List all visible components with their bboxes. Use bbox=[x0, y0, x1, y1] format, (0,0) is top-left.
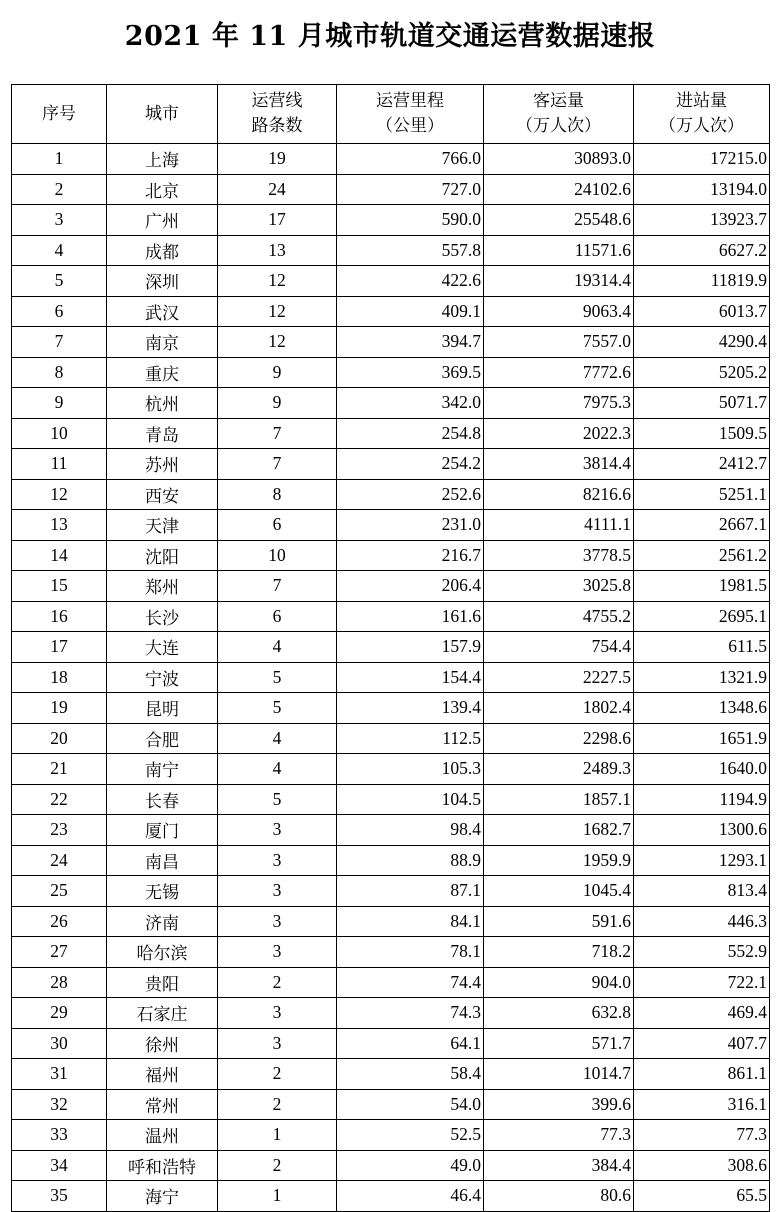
cell-index: 12 bbox=[12, 479, 107, 510]
cell-city: 大连 bbox=[107, 632, 218, 663]
header-lines bbox=[218, 85, 337, 144]
cell-index: 16 bbox=[12, 601, 107, 632]
cell-index: 5 bbox=[12, 266, 107, 297]
cell-city: 温州 bbox=[107, 1120, 218, 1151]
table-row bbox=[12, 1150, 770, 1181]
cell-city: 呼和浩特 bbox=[107, 1150, 218, 1181]
table-row bbox=[12, 296, 770, 327]
cell-mileage: 766.0 bbox=[337, 144, 484, 175]
cell-passengers: 384.4 bbox=[484, 1150, 634, 1181]
cell-city: 广州 bbox=[107, 205, 218, 236]
cell-mileage: 216.7 bbox=[337, 540, 484, 571]
table-row bbox=[12, 205, 770, 236]
cell-lines: 3 bbox=[218, 876, 337, 907]
cell-city: 宁波 bbox=[107, 662, 218, 693]
cell-entries: 407.7 bbox=[634, 1028, 770, 1059]
table-body bbox=[12, 144, 770, 1212]
cell-city: 南京 bbox=[107, 327, 218, 358]
cell-entries: 77.3 bbox=[634, 1120, 770, 1151]
cell-entries: 2561.2 bbox=[634, 540, 770, 571]
cell-index: 14 bbox=[12, 540, 107, 571]
table-row bbox=[12, 479, 770, 510]
cell-passengers: 3778.5 bbox=[484, 540, 634, 571]
table-row bbox=[12, 266, 770, 297]
table-row bbox=[12, 723, 770, 754]
cell-lines: 5 bbox=[218, 693, 337, 724]
cell-mileage: 161.6 bbox=[337, 601, 484, 632]
cell-entries: 1509.5 bbox=[634, 418, 770, 449]
cell-passengers: 77.3 bbox=[484, 1120, 634, 1151]
cell-city: 厦门 bbox=[107, 815, 218, 846]
cell-index: 10 bbox=[12, 418, 107, 449]
cell-city: 无锡 bbox=[107, 876, 218, 907]
cell-mileage: 231.0 bbox=[337, 510, 484, 541]
cell-entries: 5205.2 bbox=[634, 357, 770, 388]
cell-passengers: 4111.1 bbox=[484, 510, 634, 541]
cell-passengers: 1959.9 bbox=[484, 845, 634, 876]
cell-lines: 10 bbox=[218, 540, 337, 571]
cell-entries: 308.6 bbox=[634, 1150, 770, 1181]
table-row bbox=[12, 784, 770, 815]
cell-entries: 1293.1 bbox=[634, 845, 770, 876]
table-row bbox=[12, 662, 770, 693]
table-row bbox=[12, 601, 770, 632]
cell-city: 武汉 bbox=[107, 296, 218, 327]
cell-lines: 1 bbox=[218, 1181, 337, 1212]
table-row bbox=[12, 540, 770, 571]
cell-mileage: 104.5 bbox=[337, 784, 484, 815]
cell-lines: 12 bbox=[218, 266, 337, 297]
cell-lines: 2 bbox=[218, 1089, 337, 1120]
cell-mileage: 394.7 bbox=[337, 327, 484, 358]
cell-mileage: 112.5 bbox=[337, 723, 484, 754]
cell-passengers: 8216.6 bbox=[484, 479, 634, 510]
cell-mileage: 206.4 bbox=[337, 571, 484, 602]
cell-city: 南宁 bbox=[107, 754, 218, 785]
cell-index: 22 bbox=[12, 784, 107, 815]
cell-mileage: 157.9 bbox=[337, 632, 484, 663]
cell-entries: 1300.6 bbox=[634, 815, 770, 846]
cell-lines: 7 bbox=[218, 418, 337, 449]
table-row bbox=[12, 327, 770, 358]
cell-lines: 2 bbox=[218, 1059, 337, 1090]
cell-city: 杭州 bbox=[107, 388, 218, 419]
cell-city: 南昌 bbox=[107, 845, 218, 876]
cell-mileage: 557.8 bbox=[337, 235, 484, 266]
cell-index: 29 bbox=[12, 998, 107, 1029]
cell-city: 贵阳 bbox=[107, 967, 218, 998]
cell-lines: 19 bbox=[218, 144, 337, 175]
header-lines-line1: 运营线 bbox=[251, 91, 303, 111]
table-row bbox=[12, 815, 770, 846]
cell-passengers: 19314.4 bbox=[484, 266, 634, 297]
cell-city: 天津 bbox=[107, 510, 218, 541]
cell-index: 4 bbox=[12, 235, 107, 266]
cell-entries: 446.3 bbox=[634, 906, 770, 937]
cell-city: 长沙 bbox=[107, 601, 218, 632]
cell-mileage: 254.8 bbox=[337, 418, 484, 449]
table-row bbox=[12, 693, 770, 724]
cell-entries: 5071.7 bbox=[634, 388, 770, 419]
cell-lines: 24 bbox=[218, 174, 337, 205]
table-row bbox=[12, 845, 770, 876]
cell-lines: 2 bbox=[218, 1150, 337, 1181]
cell-index: 17 bbox=[12, 632, 107, 663]
cell-lines: 3 bbox=[218, 998, 337, 1029]
cell-index: 32 bbox=[12, 1089, 107, 1120]
cell-city: 海宁 bbox=[107, 1181, 218, 1212]
header-entries bbox=[634, 85, 770, 144]
cell-passengers: 754.4 bbox=[484, 632, 634, 663]
cell-city: 西安 bbox=[107, 479, 218, 510]
cell-lines: 3 bbox=[218, 937, 337, 968]
cell-passengers: 399.6 bbox=[484, 1089, 634, 1120]
cell-index: 6 bbox=[12, 296, 107, 327]
cell-passengers: 2022.3 bbox=[484, 418, 634, 449]
header-city: 城市 bbox=[107, 85, 218, 144]
cell-mileage: 98.4 bbox=[337, 815, 484, 846]
cell-index: 34 bbox=[12, 1150, 107, 1181]
table-row bbox=[12, 967, 770, 998]
cell-passengers: 718.2 bbox=[484, 937, 634, 968]
cell-passengers: 632.8 bbox=[484, 998, 634, 1029]
cell-passengers: 571.7 bbox=[484, 1028, 634, 1059]
cell-entries: 1651.9 bbox=[634, 723, 770, 754]
cell-entries: 2667.1 bbox=[634, 510, 770, 541]
table-row bbox=[12, 1089, 770, 1120]
cell-passengers: 9063.4 bbox=[484, 296, 634, 327]
table-row bbox=[12, 876, 770, 907]
table-row bbox=[12, 357, 770, 388]
cell-mileage: 105.3 bbox=[337, 754, 484, 785]
cell-mileage: 369.5 bbox=[337, 357, 484, 388]
cell-city: 合肥 bbox=[107, 723, 218, 754]
cell-index: 28 bbox=[12, 967, 107, 998]
cell-mileage: 74.3 bbox=[337, 998, 484, 1029]
table-row bbox=[12, 1059, 770, 1090]
cell-city: 哈尔滨 bbox=[107, 937, 218, 968]
cell-index: 2 bbox=[12, 174, 107, 205]
cell-mileage: 422.6 bbox=[337, 266, 484, 297]
cell-passengers: 2489.3 bbox=[484, 754, 634, 785]
cell-lines: 12 bbox=[218, 327, 337, 358]
cell-index: 24 bbox=[12, 845, 107, 876]
cell-passengers: 80.6 bbox=[484, 1181, 634, 1212]
header-mileage-line1: 运营里程 bbox=[376, 91, 444, 111]
cell-lines: 5 bbox=[218, 784, 337, 815]
cell-entries: 316.1 bbox=[634, 1089, 770, 1120]
table-row bbox=[12, 144, 770, 175]
cell-entries: 6013.7 bbox=[634, 296, 770, 327]
header-index: 序号 bbox=[12, 85, 107, 144]
cell-entries: 1640.0 bbox=[634, 754, 770, 785]
table-row bbox=[12, 1120, 770, 1151]
cell-entries: 611.5 bbox=[634, 632, 770, 663]
cell-city: 深圳 bbox=[107, 266, 218, 297]
table-row bbox=[12, 1028, 770, 1059]
cell-passengers: 24102.6 bbox=[484, 174, 634, 205]
cell-index: 13 bbox=[12, 510, 107, 541]
data-table bbox=[11, 84, 770, 1212]
cell-lines: 12 bbox=[218, 296, 337, 327]
cell-mileage: 254.2 bbox=[337, 449, 484, 480]
cell-lines: 2 bbox=[218, 967, 337, 998]
header-passengers-line1: 客运量 bbox=[533, 91, 584, 111]
cell-index: 9 bbox=[12, 388, 107, 419]
cell-mileage: 52.5 bbox=[337, 1120, 484, 1151]
cell-index: 7 bbox=[12, 327, 107, 358]
cell-index: 18 bbox=[12, 662, 107, 693]
cell-entries: 11819.9 bbox=[634, 266, 770, 297]
cell-index: 11 bbox=[12, 449, 107, 480]
table-row bbox=[12, 571, 770, 602]
cell-lines: 7 bbox=[218, 449, 337, 480]
cell-index: 1 bbox=[12, 144, 107, 175]
cell-index: 20 bbox=[12, 723, 107, 754]
cell-city: 常州 bbox=[107, 1089, 218, 1120]
cell-city: 济南 bbox=[107, 906, 218, 937]
cell-mileage: 342.0 bbox=[337, 388, 484, 419]
cell-passengers: 1857.1 bbox=[484, 784, 634, 815]
cell-entries: 6627.2 bbox=[634, 235, 770, 266]
table-row bbox=[12, 510, 770, 541]
cell-entries: 2695.1 bbox=[634, 601, 770, 632]
cell-city: 长春 bbox=[107, 784, 218, 815]
cell-lines: 9 bbox=[218, 357, 337, 388]
cell-entries: 13194.0 bbox=[634, 174, 770, 205]
cell-mileage: 46.4 bbox=[337, 1181, 484, 1212]
cell-passengers: 2298.6 bbox=[484, 723, 634, 754]
cell-lines: 5 bbox=[218, 662, 337, 693]
cell-lines: 4 bbox=[218, 632, 337, 663]
cell-passengers: 1014.7 bbox=[484, 1059, 634, 1090]
cell-lines: 17 bbox=[218, 205, 337, 236]
cell-lines: 7 bbox=[218, 571, 337, 602]
cell-mileage: 54.0 bbox=[337, 1089, 484, 1120]
cell-entries: 65.5 bbox=[634, 1181, 770, 1212]
cell-city: 昆明 bbox=[107, 693, 218, 724]
cell-lines: 3 bbox=[218, 815, 337, 846]
cell-passengers: 4755.2 bbox=[484, 601, 634, 632]
table-row bbox=[12, 937, 770, 968]
cell-index: 26 bbox=[12, 906, 107, 937]
cell-lines: 9 bbox=[218, 388, 337, 419]
cell-mileage: 409.1 bbox=[337, 296, 484, 327]
cell-entries: 1348.6 bbox=[634, 693, 770, 724]
cell-entries: 722.1 bbox=[634, 967, 770, 998]
cell-mileage: 87.1 bbox=[337, 876, 484, 907]
cell-mileage: 84.1 bbox=[337, 906, 484, 937]
cell-entries: 4290.4 bbox=[634, 327, 770, 358]
cell-passengers: 7772.6 bbox=[484, 357, 634, 388]
cell-passengers: 904.0 bbox=[484, 967, 634, 998]
cell-index: 33 bbox=[12, 1120, 107, 1151]
cell-index: 21 bbox=[12, 754, 107, 785]
cell-entries: 552.9 bbox=[634, 937, 770, 968]
header-mileage-line2: （公里） bbox=[376, 116, 444, 136]
cell-mileage: 252.6 bbox=[337, 479, 484, 510]
header-lines-line2: 路条数 bbox=[251, 116, 303, 136]
cell-mileage: 49.0 bbox=[337, 1150, 484, 1181]
cell-lines: 3 bbox=[218, 906, 337, 937]
cell-passengers: 25548.6 bbox=[484, 205, 634, 236]
cell-passengers: 2227.5 bbox=[484, 662, 634, 693]
table-row bbox=[12, 754, 770, 785]
cell-mileage: 74.4 bbox=[337, 967, 484, 998]
header-entries-line1: 进站量 bbox=[676, 91, 727, 111]
cell-entries: 1194.9 bbox=[634, 784, 770, 815]
cell-lines: 6 bbox=[218, 601, 337, 632]
cell-index: 25 bbox=[12, 876, 107, 907]
cell-entries: 13923.7 bbox=[634, 205, 770, 236]
cell-index: 23 bbox=[12, 815, 107, 846]
cell-index: 8 bbox=[12, 357, 107, 388]
cell-lines: 6 bbox=[218, 510, 337, 541]
cell-passengers: 1802.4 bbox=[484, 693, 634, 724]
table-row bbox=[12, 235, 770, 266]
cell-entries: 861.1 bbox=[634, 1059, 770, 1090]
cell-entries: 813.4 bbox=[634, 876, 770, 907]
cell-lines: 3 bbox=[218, 845, 337, 876]
cell-city: 苏州 bbox=[107, 449, 218, 480]
cell-city: 福州 bbox=[107, 1059, 218, 1090]
cell-entries: 2412.7 bbox=[634, 449, 770, 480]
cell-city: 北京 bbox=[107, 174, 218, 205]
cell-lines: 1 bbox=[218, 1120, 337, 1151]
cell-index: 27 bbox=[12, 937, 107, 968]
cell-city: 上海 bbox=[107, 144, 218, 175]
cell-passengers: 591.6 bbox=[484, 906, 634, 937]
cell-city: 沈阳 bbox=[107, 540, 218, 571]
table-header-row bbox=[12, 85, 770, 144]
table-row bbox=[12, 906, 770, 937]
cell-index: 35 bbox=[12, 1181, 107, 1212]
header-entries-line2: （万人次） bbox=[659, 116, 744, 136]
cell-entries: 17215.0 bbox=[634, 144, 770, 175]
cell-passengers: 7975.3 bbox=[484, 388, 634, 419]
cell-index: 19 bbox=[12, 693, 107, 724]
table-row bbox=[12, 418, 770, 449]
cell-passengers: 3025.8 bbox=[484, 571, 634, 602]
page-title: 2021 年 11 月城市轨道交通运营数据速报 bbox=[124, 21, 656, 52]
cell-lines: 3 bbox=[218, 1028, 337, 1059]
table-row bbox=[12, 174, 770, 205]
cell-lines: 4 bbox=[218, 754, 337, 785]
cell-mileage: 64.1 bbox=[337, 1028, 484, 1059]
cell-mileage: 58.4 bbox=[337, 1059, 484, 1090]
table-row bbox=[12, 388, 770, 419]
cell-passengers: 1682.7 bbox=[484, 815, 634, 846]
cell-city: 郑州 bbox=[107, 571, 218, 602]
cell-city: 青岛 bbox=[107, 418, 218, 449]
cell-index: 30 bbox=[12, 1028, 107, 1059]
cell-passengers: 11571.6 bbox=[484, 235, 634, 266]
cell-city: 重庆 bbox=[107, 357, 218, 388]
cell-city: 徐州 bbox=[107, 1028, 218, 1059]
cell-index: 3 bbox=[12, 205, 107, 236]
table-row bbox=[12, 998, 770, 1029]
cell-passengers: 7557.0 bbox=[484, 327, 634, 358]
table-row bbox=[12, 632, 770, 663]
cell-passengers: 3814.4 bbox=[484, 449, 634, 480]
cell-mileage: 154.4 bbox=[337, 662, 484, 693]
cell-entries: 5251.1 bbox=[634, 479, 770, 510]
cell-passengers: 1045.4 bbox=[484, 876, 634, 907]
header-passengers-line2: （万人次） bbox=[516, 116, 601, 136]
header-passengers bbox=[484, 85, 634, 144]
header-mileage bbox=[337, 85, 484, 144]
cell-lines: 8 bbox=[218, 479, 337, 510]
cell-mileage: 88.9 bbox=[337, 845, 484, 876]
cell-city: 成都 bbox=[107, 235, 218, 266]
cell-lines: 13 bbox=[218, 235, 337, 266]
cell-mileage: 727.0 bbox=[337, 174, 484, 205]
cell-index: 31 bbox=[12, 1059, 107, 1090]
table-row bbox=[12, 1181, 770, 1212]
cell-index: 15 bbox=[12, 571, 107, 602]
cell-mileage: 78.1 bbox=[337, 937, 484, 968]
cell-entries: 469.4 bbox=[634, 998, 770, 1029]
cell-entries: 1321.9 bbox=[634, 662, 770, 693]
cell-lines: 4 bbox=[218, 723, 337, 754]
table-row bbox=[12, 449, 770, 480]
cell-entries: 1981.5 bbox=[634, 571, 770, 602]
cell-mileage: 139.4 bbox=[337, 693, 484, 724]
cell-city: 石家庄 bbox=[107, 998, 218, 1029]
cell-passengers: 30893.0 bbox=[484, 144, 634, 175]
cell-mileage: 590.0 bbox=[337, 205, 484, 236]
